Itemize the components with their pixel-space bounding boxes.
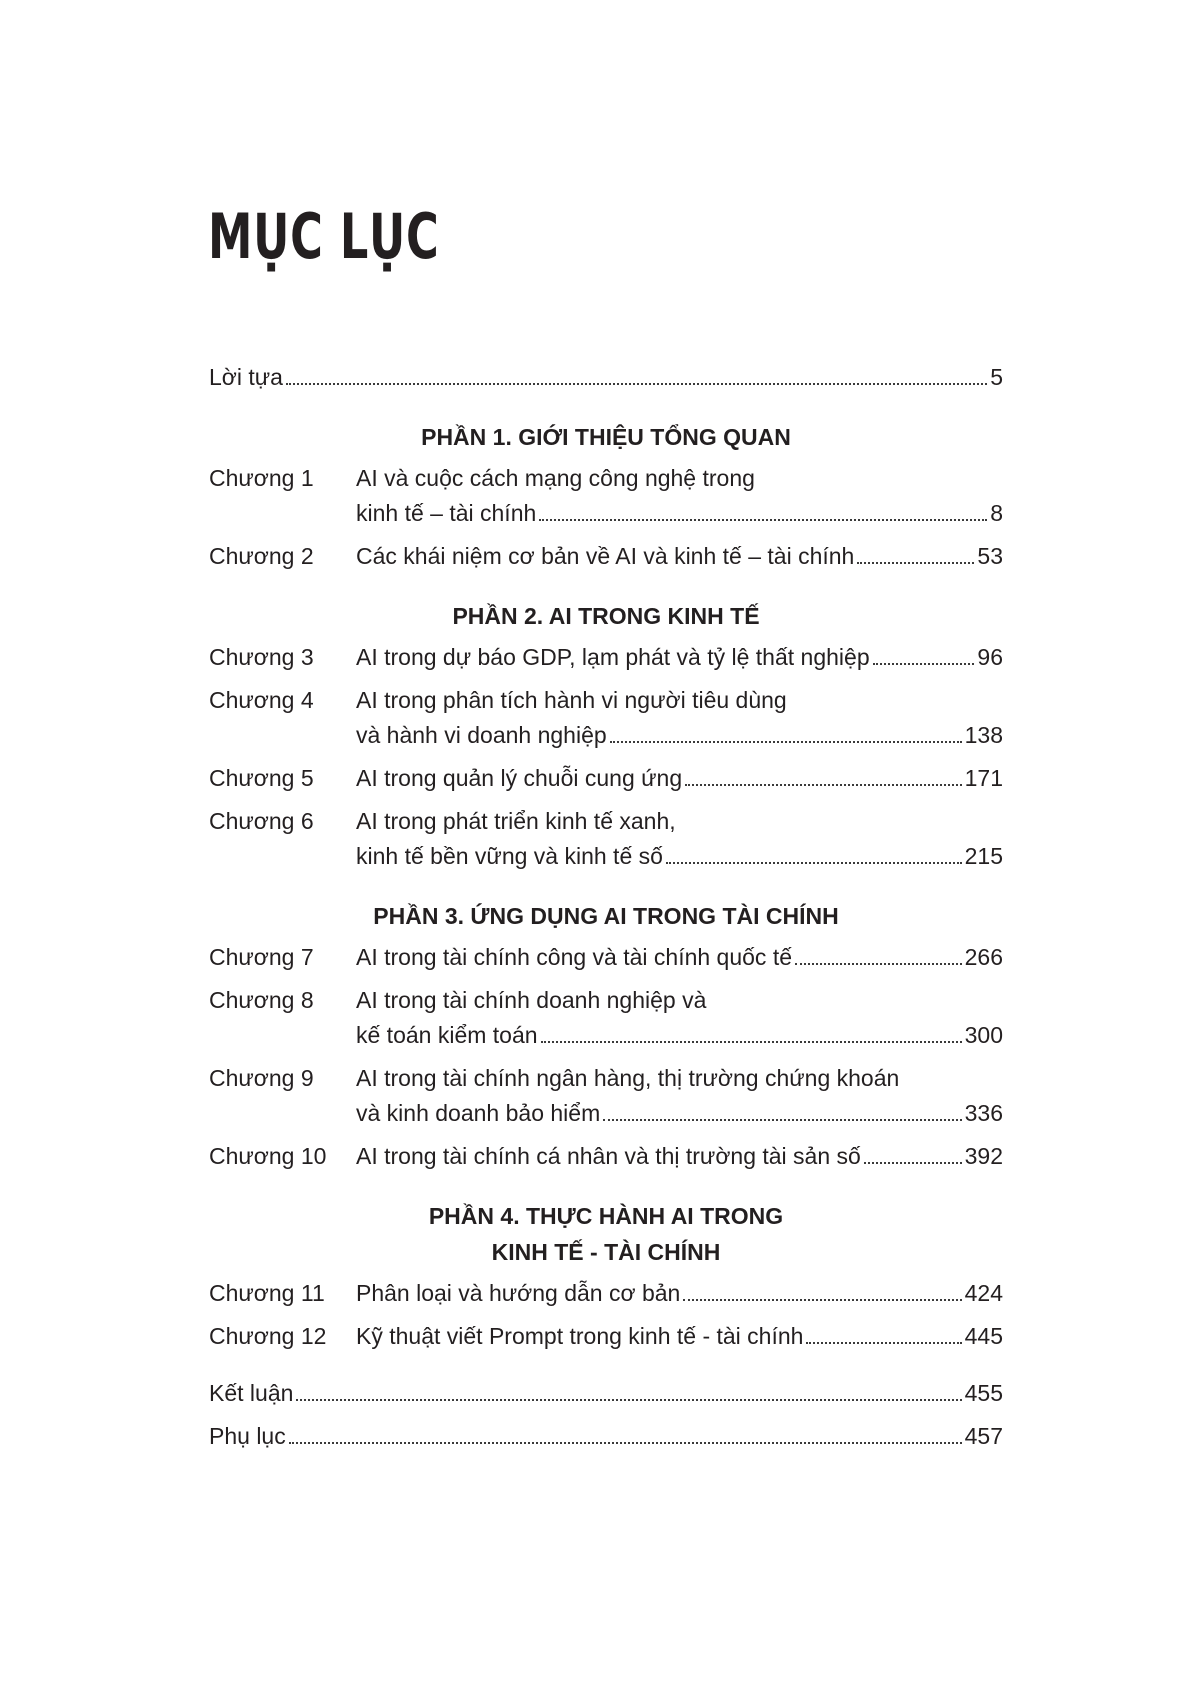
- toc-entry-endmatter[interactable]: [209, 1376, 1003, 1411]
- chapter-title: [356, 640, 1003, 675]
- entry-label: Phụ lục: [209, 1423, 286, 1449]
- chapter-title: [356, 539, 1003, 574]
- dot-leader: [541, 1041, 962, 1043]
- chapter-title-line: AI trong phân tích hành vi người tiêu dùng: [356, 687, 787, 713]
- toc-entry-foreword[interactable]: [209, 360, 1003, 395]
- toc-entry-chapter[interactable]: [209, 1139, 1003, 1174]
- chapter-title-line: AI trong tài chính công và tài chính quốc tế: [356, 944, 793, 970]
- dot-leader: [685, 784, 962, 786]
- chapter-label: Chương 4: [209, 687, 314, 713]
- chapter-label: Chương 5: [209, 765, 314, 791]
- chapter-title-line: AI trong quản lý chuỗi cung ứng: [356, 765, 683, 791]
- chapter-label: Chương 10: [209, 1143, 327, 1169]
- toc-entry-chapter[interactable]: [209, 983, 1003, 1053]
- parts-container: [209, 419, 1003, 1354]
- page-number: 138: [964, 722, 1003, 748]
- page-number: 5: [990, 364, 1003, 390]
- chapter-title-line: AI trong tài chính ngân hàng, thị trường chứng khoán: [356, 1065, 900, 1091]
- dot-leader: [286, 383, 987, 385]
- chapter-label: Chương 7: [209, 944, 314, 970]
- dot-leader: [666, 862, 962, 864]
- page-number: 171: [964, 765, 1003, 791]
- dot-leader: [289, 1442, 962, 1444]
- chapter-title: [356, 983, 1003, 1053]
- chapter-title: [356, 461, 1003, 531]
- chapter-title: [356, 940, 1003, 975]
- toc-entry-chapter[interactable]: [209, 683, 1003, 753]
- page-number: 336: [964, 1100, 1003, 1126]
- toc-entry-chapter[interactable]: [209, 461, 1003, 531]
- page-number: 8: [990, 500, 1003, 526]
- page-number: 424: [964, 1280, 1003, 1306]
- part-heading-line: PHẦN 2. AI TRONG KINH TẾ: [452, 603, 760, 629]
- dot-leader: [795, 963, 962, 965]
- toc-entry-chapter[interactable]: [209, 761, 1003, 796]
- chapter-title-line: AI trong phát triển kinh tế xanh,: [356, 808, 676, 834]
- chapter-title: [356, 761, 1003, 796]
- endmatter-container: [209, 1376, 1003, 1454]
- page-number: 300: [964, 1022, 1003, 1048]
- toc-entry-chapter[interactable]: [209, 640, 1003, 675]
- toc-entry-chapter[interactable]: [209, 539, 1003, 574]
- dot-leader: [857, 562, 974, 564]
- page-number: 53: [977, 543, 1003, 569]
- chapter-label: Chương 2: [209, 543, 314, 569]
- dot-leader: [873, 663, 975, 665]
- chapter-title: [356, 1276, 1003, 1311]
- page-number: 392: [964, 1143, 1003, 1169]
- dot-leader: [610, 741, 962, 743]
- chapter-title: [356, 1139, 1003, 1174]
- part-heading-4: [209, 1198, 1003, 1270]
- chapter-label: Chương 3: [209, 644, 314, 670]
- toc-entry-endmatter[interactable]: [209, 1419, 1003, 1454]
- toc-entry-chapter[interactable]: [209, 1061, 1003, 1131]
- chapter-title: [356, 683, 1003, 753]
- entry-label: Kết luận: [209, 1380, 294, 1406]
- chapter-title-line: và hành vi doanh nghiệp: [356, 722, 607, 748]
- table-of-contents: [209, 360, 1003, 1454]
- dot-leader: [296, 1399, 961, 1401]
- chapter-title-line: Kỹ thuật viết Prompt trong kinh tế - tài chính: [356, 1323, 804, 1349]
- toc-entry-chapter[interactable]: [209, 1319, 1003, 1354]
- chapter-title: [356, 1319, 1003, 1354]
- chapter-title-line: AI trong tài chính doanh nghiệp và: [356, 987, 707, 1013]
- toc-entry-chapter[interactable]: [209, 940, 1003, 975]
- chapter-title-line: AI và cuộc cách mạng công nghệ trong: [356, 465, 755, 491]
- part-heading-2: [209, 598, 1003, 634]
- entry-label: Lời tựa: [209, 364, 283, 390]
- part-heading-line: PHẦN 4. THỰC HÀNH AI TRONG: [428, 1203, 784, 1229]
- page-number: 455: [964, 1380, 1003, 1406]
- chapter-title-line: và kinh doanh bảo hiểm: [356, 1100, 601, 1126]
- chapter-title: [356, 804, 1003, 874]
- chapter-label: Chương 11: [209, 1280, 325, 1306]
- chapter-title-line: kinh tế – tài chính: [356, 500, 537, 526]
- chapter-title-line: Phân loại và hướng dẫn cơ bản: [356, 1280, 681, 1306]
- dot-leader: [539, 519, 987, 521]
- dot-leader: [683, 1299, 961, 1301]
- chapter-label: Chương 1: [209, 465, 314, 491]
- part-heading-line: KINH TẾ - TÀI CHÍNH: [491, 1239, 721, 1265]
- dot-leader: [864, 1162, 962, 1164]
- page-title: MỤC LỤC: [208, 200, 440, 273]
- part-heading-line: PHẦN 1. GIỚI THIỆU TỔNG QUAN: [421, 424, 791, 450]
- chapter-title-line: kinh tế bền vững và kinh tế số: [356, 843, 663, 869]
- chapter-label: Chương 12: [209, 1323, 327, 1349]
- chapter-label: Chương 6: [209, 808, 314, 834]
- part-heading-3: [209, 898, 1003, 934]
- chapter-title: [356, 1061, 1003, 1131]
- dot-leader: [603, 1119, 961, 1121]
- chapter-title-line: AI trong dự báo GDP, lạm phát và tỷ lệ thất nghiệp: [356, 644, 870, 670]
- page-number: 215: [964, 843, 1003, 869]
- chapter-title-line: AI trong tài chính cá nhân và thị trường tài sản số: [356, 1143, 861, 1169]
- page-number: 445: [964, 1323, 1003, 1349]
- dot-leader: [806, 1342, 961, 1344]
- toc-entry-chapter[interactable]: [209, 1276, 1003, 1311]
- page-number: 266: [964, 944, 1003, 970]
- part-heading-1: [209, 419, 1003, 455]
- part-heading-line: PHẦN 3. ỨNG DỤNG AI TRONG TÀI CHÍNH: [373, 903, 839, 929]
- page-number: 96: [977, 644, 1003, 670]
- chapter-title-line: kế toán kiểm toán: [356, 1022, 538, 1048]
- chapter-label: Chương 9: [209, 1065, 314, 1091]
- page-number: 457: [964, 1423, 1003, 1449]
- toc-entry-chapter[interactable]: [209, 804, 1003, 874]
- chapter-label: Chương 8: [209, 987, 314, 1013]
- chapter-title-line: Các khái niệm cơ bản về AI và kinh tế – tài chính: [356, 543, 855, 569]
